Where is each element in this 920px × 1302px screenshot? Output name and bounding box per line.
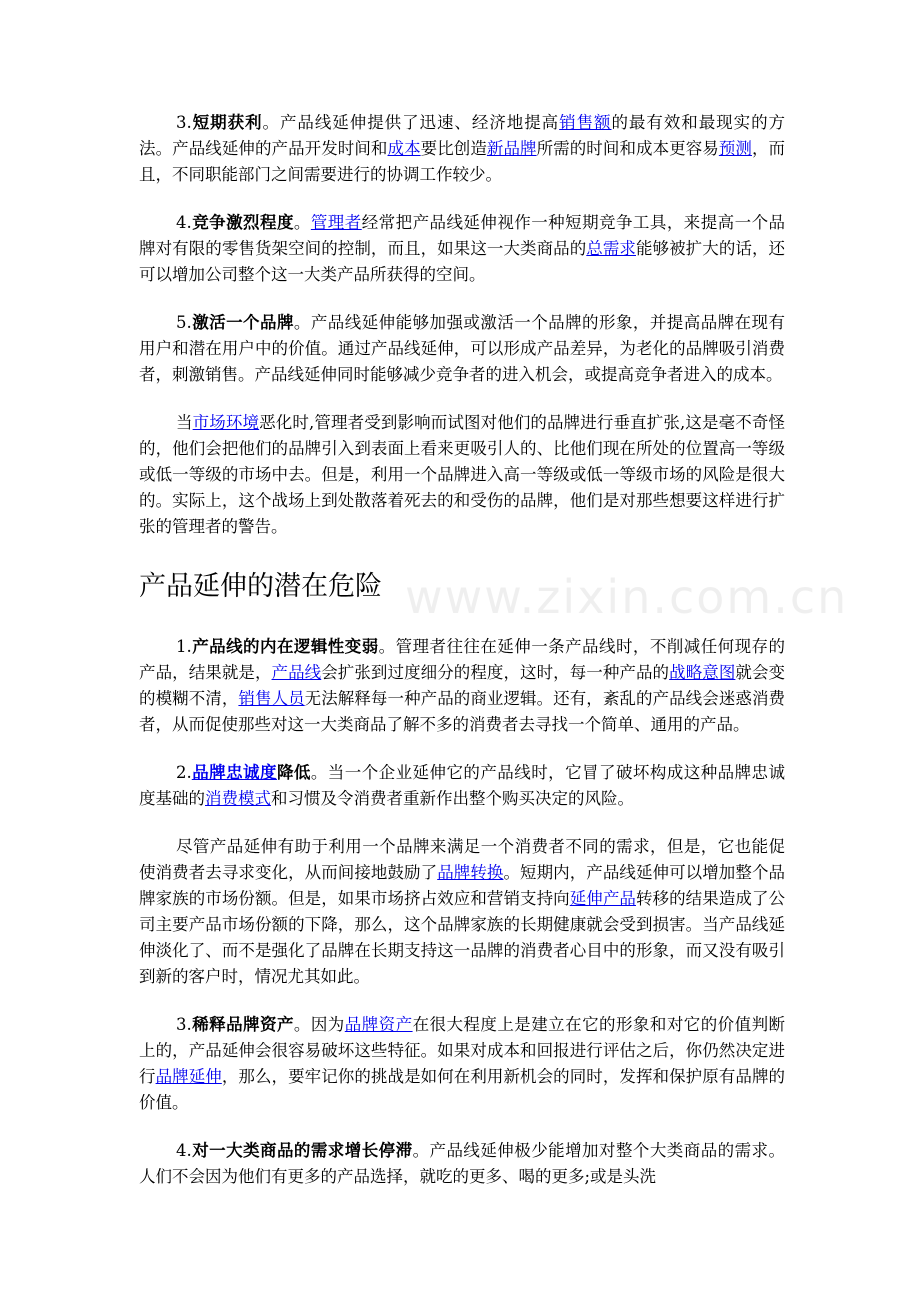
text-run: 经常把产品线延伸视作一种短期竞争工具，来提高一个品牌对有限的零售货架空间的控制，而且，如果这一大类商品的 [139,213,786,258]
text-run: 无法解释每一种产品的商业逻辑。还有，紊乱的产品线会迷惑消费者，从而促使那些对这一大类商品了解不多的消费者去寻找一个简单、通用的产品。 [139,689,786,734]
text-run: 。短期内，产品线延伸可以增加整个品牌家族的市场份额。但是，如果市场挤占效应和营销支持向 [139,863,786,908]
paragraph-brand-switching [139,834,785,990]
item-title: 稀释品牌资产 [191,1015,294,1034]
section-heading: 产品延伸的潜在危险 [139,571,382,602]
item-title: 短期获利 [191,113,263,132]
link-brand-equity[interactable]: 品牌资产 [344,1015,413,1034]
paragraph-demand-stagnation [139,1138,785,1190]
text-run: 。产品线延伸极少能增加对整个大类商品的需求。人们不会因为他们有更多的产品选择，就吃的更多、喝的更多;或是头洗 [139,1141,786,1186]
item-title-rest: 降低 [276,763,311,782]
paragraph-dilute-brand-equity [139,1012,785,1116]
text-run: 会扩张到过度细分的程度，这时，每一种产品的 [321,663,670,682]
item-number: 2. [176,763,192,782]
paragraph-short-term-profit [139,110,785,188]
text-run: 的最有效和最现实的方法。产品线延伸的产品开发时间和 [139,113,786,158]
text-run: 。产品线延伸提供了迅速、经济地提高 [262,113,560,132]
item-title: 产品线的内在逻辑性变弱 [191,637,379,656]
link-sales-staff[interactable]: 销售人员 [238,689,305,708]
text-run: 。因为 [293,1015,345,1034]
link-cost[interactable]: 成本 [387,139,421,158]
text-run: 和习惯及令消费者重新作出整个购买决定的风险。 [271,789,634,808]
item-number: 3. [176,113,192,132]
paragraph-brand-loyalty [139,760,785,812]
text-run: 要比创造 [420,139,487,158]
text-run: ，那么，要牢记你的挑战是如何在利用新机会的同时，发挥和保护原有品牌的价值。 [139,1067,786,1112]
text-run: 。产品线延伸能够加强或激活一个品牌的形象，并提高品牌在现有用户和潜在用户中的价值。通过产品线延伸，可以形成产品差异，为老化的品牌吸引消费者，刺激销售。产品线延伸同时能够减少竞争者的进入机会，或提高竞争者进入的成本。 [139,313,786,384]
link-forecast[interactable]: 预测 [718,139,752,158]
item-title: 对一大类商品的需求增长停滞 [191,1141,413,1160]
text-run: 能够被扩大的话，还可以增加公司整个这一大类产品所获得的空间。 [139,239,786,284]
text-run: 在很大程度上是建立在它的形象和对它的价值判断上的，产品延伸会很容易破坏这些特征。如果对成本和回报进行评估之后，你仍然决定进行 [139,1015,786,1086]
link-brand-switching[interactable]: 品牌转换 [437,863,504,882]
item-title: 激活一个品牌 [191,313,294,332]
document-body [139,110,785,1212]
watermark: www.zixin.com.cn [405,570,849,624]
paragraph-competition-intensity [139,210,785,288]
link-sales-volume[interactable]: 销售额 [559,113,612,132]
link-new-brand[interactable]: 新品牌 [486,139,537,158]
paragraph-weak-logic [139,634,785,738]
item-title [192,763,311,782]
link-manager[interactable]: 管理者 [310,213,362,232]
text-run: 恶化时,管理者受到影响而试图对他们的品牌进行垂直扩张,这是毫不奇怪的，他们会把他们的品牌引入到表面上看来更吸引人的、比他们现在所处的位置高一等级或低一等级的市场中去。但是，利用一个品牌进入高一等级或低一等级市场的风险是很大的。实际上，这个战场上到处散落着死去的和受伤的品牌，他们是对那些想要这样进行扩张的管理者的警告。 [139,413,786,536]
item-number: 5. [176,313,192,332]
link-total-demand[interactable]: 总需求 [586,239,636,258]
item-number: 4. [176,213,192,232]
link-market-environment[interactable]: 市场环境 [192,413,260,432]
text-run: 转移的结果造成了公司主要产品市场份额的下降，那么，这个品牌家族的长期健康就会受到损害。当产品线延伸淡化了、而不是强化了品牌在长期支持这一品牌的消费者心目中的形象，而又没有吸引到新的客户时，情况尤其如此。 [139,889,786,986]
text-run: 所需的时间和成本更容易 [536,139,719,158]
text-run: 就会变的模糊不清， [139,663,786,708]
link-product-line[interactable]: 产品线 [271,663,322,682]
link-brand-extension[interactable]: 品牌延伸 [155,1067,222,1086]
item-number: 1. [176,637,192,656]
link-strategic-intent[interactable]: 战略意图 [669,663,736,682]
paragraph-revitalize-brand [139,310,785,388]
paragraph-market-environment [139,410,785,540]
link-consumption-pattern[interactable]: 消费模式 [205,789,271,808]
text-run: 当 [176,413,193,432]
link-brand-loyalty[interactable]: 品牌忠诚度 [191,763,277,782]
item-number: 3. [176,1015,192,1034]
text-run: 。当一个企业延伸它的产品线时，它冒了破坏构成这种品牌忠诚度基础的 [139,763,786,808]
item-title: 竞争激烈程度 [191,213,294,232]
text-run: 尽管产品延伸有助于利用一个品牌来满足一个消费者不同的需求，但是，它也能促使消费者去寻求变化，从而间接地鼓励了 [139,837,785,882]
link-extension-product[interactable]: 延伸产品 [569,889,636,908]
text-run: 。 [293,213,311,232]
text-run: ，而且，不同职能部门之间需要进行的协调工作较少。 [139,139,786,184]
text-run: 。管理者往往在延伸一条产品线时，不削减任何现存的产品，结果就是， [139,637,786,682]
item-number: 4. [176,1141,192,1160]
